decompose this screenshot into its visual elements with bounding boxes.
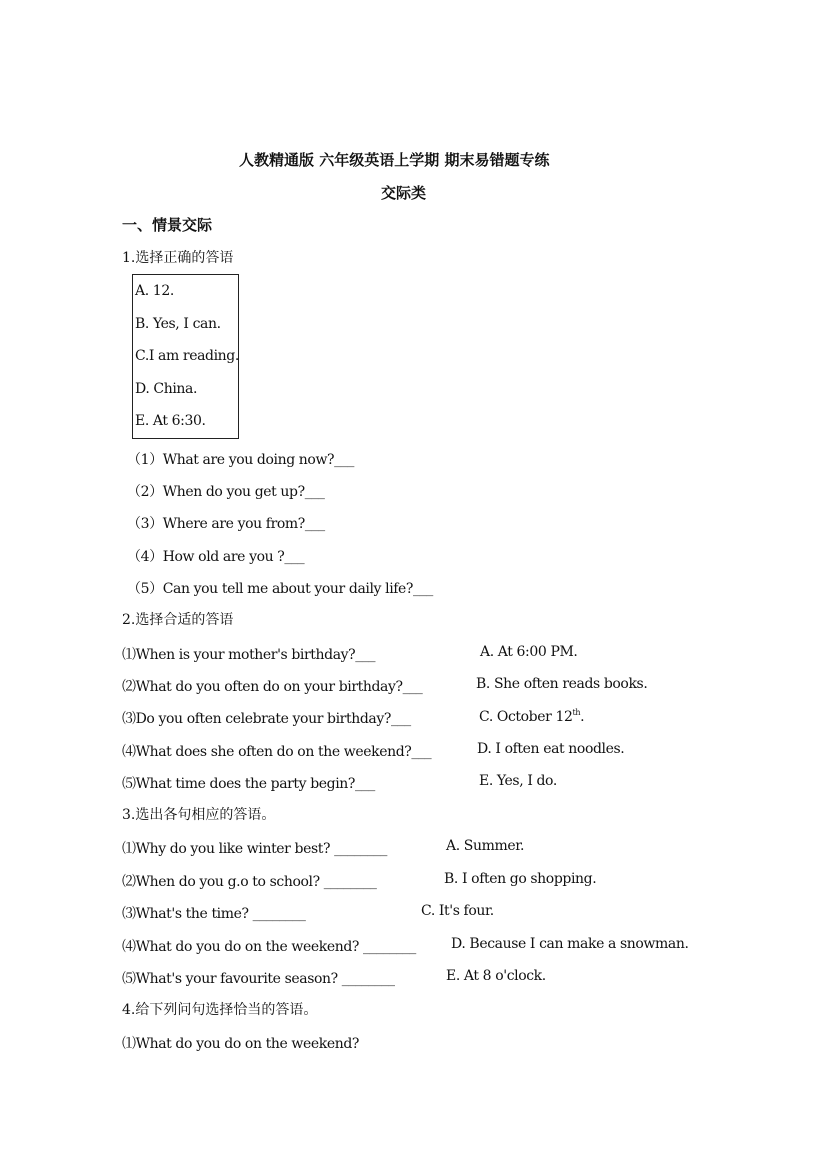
q2-instruction: 2.选择合适的答语: [122, 612, 234, 628]
q1-option: A. 12.: [135, 283, 174, 299]
page-subtitle: 交际类: [381, 184, 427, 202]
q3-answer: B. I often go shopping.: [444, 871, 597, 887]
q2-answer-text: C. October 12: [479, 709, 573, 725]
q2-answer-suffix: th: [572, 708, 581, 717]
q1-option: B. Yes, I can.: [135, 316, 221, 332]
q1-item: （3）Where are you from?___: [127, 516, 325, 532]
q2-question: ⑵What do you often do on your birthday?___: [122, 679, 423, 695]
q3-question: ⑷What do you do on the weekend? ________: [122, 939, 416, 955]
q4-question: ⑴What do you do on the weekend?: [122, 1036, 359, 1052]
q2-question: ⑷What does she often do on the weekend?___: [122, 744, 432, 760]
page-title: 人教精通版 六年级英语上学期 期末易错题专练: [239, 151, 550, 169]
q1-item: （4）How old are you ?___: [127, 549, 305, 565]
q1-item: （5）Can you tell me about your daily life?___: [127, 581, 433, 597]
q1-instruction: 1.选择正确的答语: [122, 250, 234, 266]
q2-answer: [479, 708, 584, 725]
q1-option: D. China.: [135, 381, 198, 397]
q3-instruction: 3.选出各句相应的答语。: [122, 807, 276, 823]
q3-answer: C. It's four.: [421, 903, 494, 919]
q3-question: ⑵When do you g.o to school? ________: [122, 874, 377, 890]
q4-instruction: 4.给下列问句选择恰当的答语。: [122, 1002, 318, 1018]
q3-question: ⑶What's the time? ________: [122, 906, 306, 922]
q3-answer: D. Because I can make a snowman.: [451, 936, 689, 952]
q3-question: ⑴Why do you like winter best? ________: [122, 841, 387, 857]
q2-answer: D. I often eat noodles.: [477, 741, 625, 757]
q3-answer: A. Summer.: [446, 838, 525, 854]
q1-option: C.I am reading.: [135, 348, 239, 364]
q2-answer: A. At 6:00 PM.: [480, 644, 578, 660]
q1-item: （1）What are you doing now?___: [127, 452, 354, 468]
q1-item: （2）When do you get up?___: [127, 484, 325, 500]
q2-answer-period: .: [580, 709, 585, 725]
section-heading: 一、情景交际: [122, 216, 213, 234]
q2-question: ⑴When is your mother's birthday?___: [122, 647, 376, 663]
q2-answer: E. Yes, I do.: [479, 773, 557, 789]
q2-answer: B. She often reads books.: [476, 676, 648, 692]
q2-question: ⑸What time does the party begin?___: [122, 776, 375, 792]
q2-question: ⑶Do you often celebrate your birthday?___: [122, 711, 411, 727]
q3-answer: E. At 8 o'clock.: [446, 968, 546, 984]
q1-option: E. At 6:30.: [135, 413, 206, 429]
q3-question: ⑸What's your favourite season? ________: [122, 971, 395, 987]
